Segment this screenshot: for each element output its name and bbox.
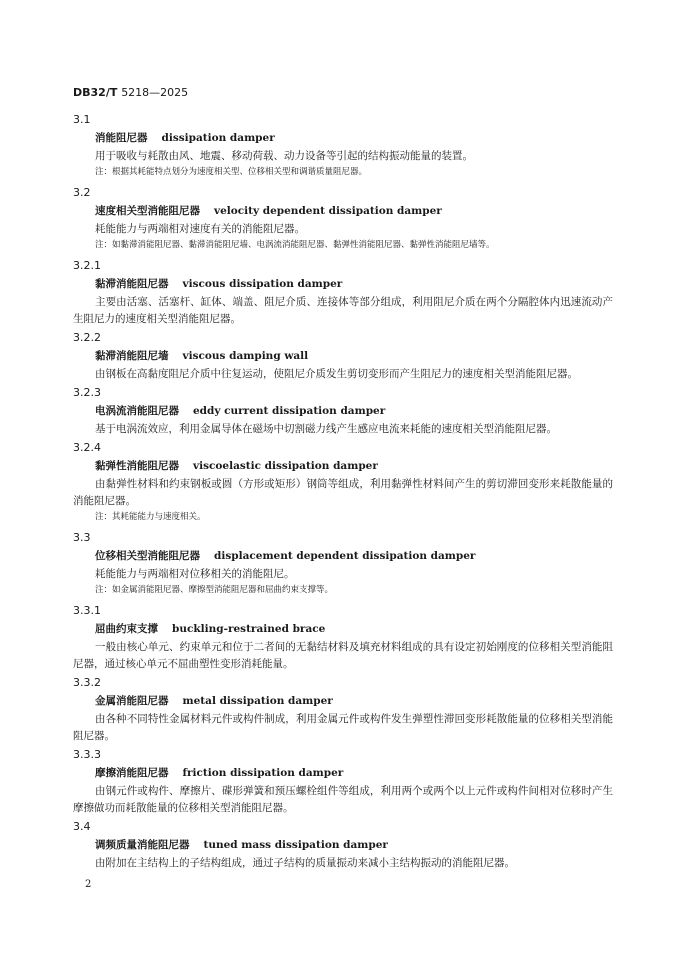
term-title xyxy=(73,692,613,711)
term-english: buckling-restrained brace xyxy=(172,623,326,635)
term-chinese: 金属消能阻尼器 xyxy=(95,695,169,707)
term-title xyxy=(73,764,613,783)
term-number: 3.2.1 xyxy=(73,259,101,272)
term-note: 注：根据其耗能特点划分为速度相关型、位移相关型和调谐质量阻尼器。 xyxy=(95,167,368,177)
term-definition: 主要由活塞、活塞杆、缸体、端盖、阻尼介质、连接体等部分组成，利用阻尼介质在两个分隔腔体内迅速流动产生阻尼力的速度相关型消能阻尼器。 xyxy=(73,296,613,325)
term-entry xyxy=(73,438,613,525)
term-number: 3.1 xyxy=(73,113,91,126)
term-definition: 由钢板在高黏度阻尼介质中往复运动，使阻尼介质发生剪切变形而产生阻尼力的速度相关型消能阻尼器。 xyxy=(95,368,578,380)
term-entry xyxy=(73,528,613,598)
term-number: 3.4 xyxy=(73,820,91,833)
term-title xyxy=(73,347,613,366)
term-entry xyxy=(73,817,613,872)
term-definition: 一般由核心单元、约束单元和位于二者间的无黏结材料及填充材料组成的具有设定初始刚度的位移相关型消能阻尼器，通过核心单元不屈曲塑性变形消耗能量。 xyxy=(73,641,613,670)
term-english: viscoelastic dissipation damper xyxy=(193,460,378,472)
term-entry xyxy=(73,383,613,438)
term-english: friction dissipation damper xyxy=(182,767,344,779)
term-chinese: 速度相关型消能阻尼器 xyxy=(95,205,200,217)
term-entry xyxy=(73,110,613,180)
term-entry xyxy=(73,328,613,383)
term-number: 3.2 xyxy=(73,186,91,199)
term-title xyxy=(73,129,613,148)
term-chinese: 摩擦消能阻尼器 xyxy=(95,767,169,779)
term-english: dissipation damper xyxy=(161,132,275,144)
term-english: displacement dependent dissipation damper xyxy=(214,550,476,562)
term-definition: 由黏弹性材料和约束钢板或圆（方形或矩形）钢筒等组成，利用黏弹性材料间产生的剪切滞回变形来耗散能量的消能阻尼器。 xyxy=(73,478,613,507)
term-definition: 耗能能力与两端相对位移相关的消能阻尼。 xyxy=(95,568,295,580)
standard-code: 5218—2025 xyxy=(121,86,189,99)
term-english: metal dissipation damper xyxy=(182,695,333,707)
term-note: 注：如黏滞消能阻尼器、黏滞消能阻尼墙、电涡流消能阻尼器、黏弹性消能阻尼器、黏弹性消能阻尼墙等。 xyxy=(95,240,495,250)
term-title xyxy=(73,402,613,421)
term-title xyxy=(73,457,613,476)
term-english: viscous damping wall xyxy=(182,350,309,362)
term-note: 注：其耗能能力与速度相关。 xyxy=(95,512,206,522)
term-chinese: 消能阻尼器 xyxy=(95,132,148,144)
term-entry xyxy=(73,256,613,328)
term-entry xyxy=(73,745,613,817)
term-english: viscous dissipation damper xyxy=(182,278,343,290)
terms-section xyxy=(73,110,613,872)
term-entry xyxy=(73,601,613,673)
term-english: eddy current dissipation damper xyxy=(193,405,386,417)
term-title xyxy=(73,275,613,294)
term-entry xyxy=(73,183,613,253)
term-number: 3.2.3 xyxy=(73,386,101,399)
term-definition: 用于吸收与耗散由风、地震、移动荷载、动力设备等引起的结构振动能量的装置。 xyxy=(95,150,473,162)
term-number: 3.3 xyxy=(73,531,91,544)
term-number: 3.3.1 xyxy=(73,604,101,617)
term-title xyxy=(73,202,613,221)
term-number: 3.2.2 xyxy=(73,331,101,344)
term-chinese: 调频质量消能阻尼器 xyxy=(95,839,190,851)
term-definition: 由钢元件或构件、摩擦片、碟形弹簧和预压螺栓组件等组成，利用两个或两个以上元件或构件间相对位移时产生摩擦做功而耗散能量的位移相关型消能阻尼器。 xyxy=(73,785,613,814)
term-definition: 由各种不同特性金属材料元件或构件制成，利用金属元件或构件发生弹塑性滞回变形耗散能量的位移相关型消能阻尼器。 xyxy=(73,713,613,742)
term-chinese: 屈曲约束支撑 xyxy=(95,623,158,635)
term-chinese: 黏滞消能阻尼器 xyxy=(95,278,169,290)
document-header xyxy=(73,86,188,99)
term-number: 3.3.3 xyxy=(73,748,101,761)
term-definition: 由附加在主结构上的子结构组成，通过子结构的质量振动来减小主结构振动的消能阻尼器。 xyxy=(95,857,515,869)
term-title xyxy=(73,620,613,639)
page-number: 2 xyxy=(85,879,92,890)
term-definition: 基于电涡流效应，利用金属导体在磁场中切割磁力线产生感应电流来耗能的速度相关型消能阻尼器。 xyxy=(95,423,557,435)
term-chinese: 黏滞消能阻尼墙 xyxy=(95,350,169,362)
term-number: 3.3.2 xyxy=(73,676,101,689)
term-chinese: 电涡流消能阻尼器 xyxy=(95,405,179,417)
term-definition: 耗能能力与两端相对速度有关的消能阻尼器。 xyxy=(95,223,305,235)
term-chinese: 位移相关型消能阻尼器 xyxy=(95,550,200,562)
term-number: 3.2.4 xyxy=(73,441,101,454)
term-english: velocity dependent dissipation damper xyxy=(214,205,442,217)
term-chinese: 黏弹性消能阻尼器 xyxy=(95,460,179,472)
term-note: 注：如金属消能阻尼器、摩擦型消能阻尼器和屈曲约束支撑等。 xyxy=(95,585,334,595)
term-title xyxy=(73,836,613,855)
standard-prefix: DB32/T xyxy=(73,86,118,99)
term-title xyxy=(73,547,613,566)
term-english: tuned mass dissipation damper xyxy=(203,839,388,851)
term-entry xyxy=(73,673,613,745)
